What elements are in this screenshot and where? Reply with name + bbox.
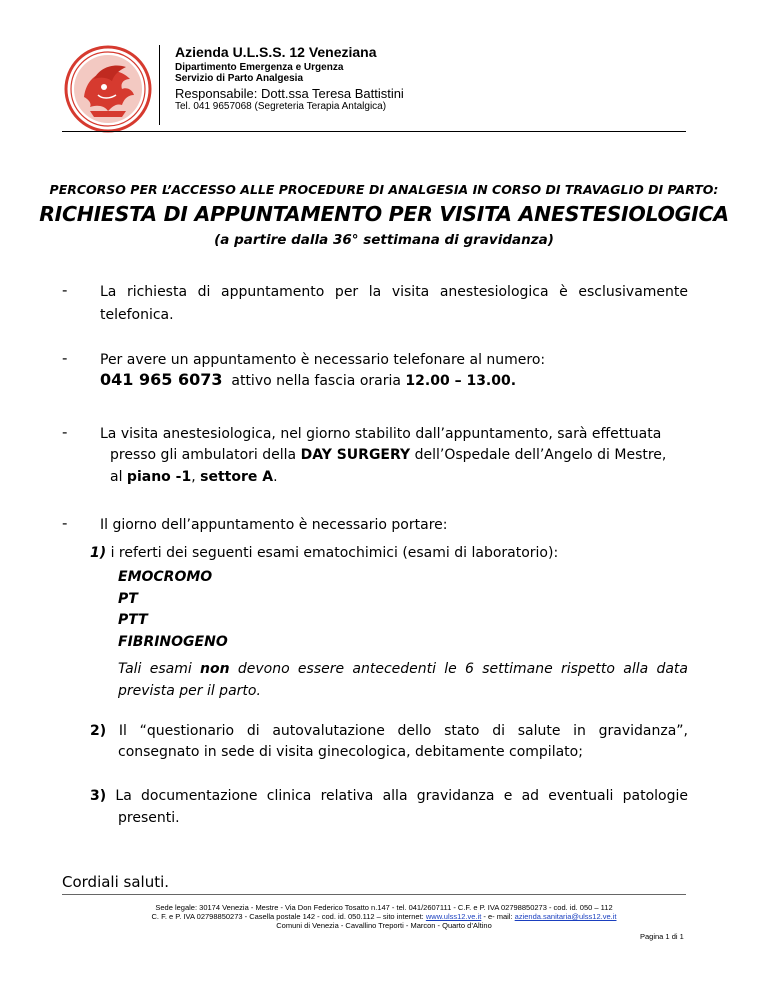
- exam-note-line-2: [118, 680, 261, 702]
- footer-line-2: [0, 912, 768, 921]
- footer-text: C. F. e P. IVA 02798850273 - Casella postale 142 - cod. id. 050.112 – sito internet:: [151, 912, 424, 921]
- bullet-2-line-2: [100, 370, 516, 392]
- item-number: 3): [90, 788, 107, 804]
- email-link[interactable]: azienda.sanitaria@ulss12.ve.it: [514, 912, 617, 921]
- floor-label: piano -1: [126, 469, 192, 485]
- note-emphasis: non: [200, 661, 230, 677]
- bullet-2-mid-text: attivo nella fascia oraria: [231, 373, 401, 389]
- organization-name: Azienda U.L.S.S. 12 Veneziana: [175, 44, 377, 60]
- page-number: Pagina 1 di 1: [640, 932, 684, 941]
- responsible-name: Responsabile: Dott.ssa Teresa Battistini: [175, 86, 404, 101]
- exam-item: EMOCROMO: [118, 569, 213, 585]
- list-item: [90, 720, 688, 742]
- note-text: .: [256, 683, 261, 699]
- bullet-dash: -: [62, 281, 68, 299]
- appointment-hours: 12.00 – 13.00.: [405, 373, 517, 389]
- header-divider: [159, 45, 160, 125]
- item-number: 2): [90, 723, 107, 739]
- note-text: prevista per il parto: [118, 683, 257, 699]
- header-rule: [62, 131, 686, 132]
- bullet-3-text: .: [273, 469, 278, 485]
- sector-label: settore A: [200, 469, 274, 485]
- winged-lion-seal-icon: [64, 45, 152, 133]
- bullet-3-text: al: [110, 469, 123, 485]
- footer-line-3: Comuni di Venezia - Cavallino Treporti - Marcon - Quarto d’Altino: [276, 921, 492, 930]
- bullet-4-line-1: Il giorno dell’appuntamento è necessario portare:: [100, 517, 448, 533]
- service-name: Servizio di Parto Analgesia: [175, 73, 304, 84]
- item-3-line-2: presenti.: [118, 810, 180, 826]
- page-subtitle: (a partire dalla 36° settimana di gravidanza): [214, 232, 554, 248]
- item-3-line-1: La documentazione clinica relativa alla gravidanza e ad eventuali patologie: [115, 788, 689, 804]
- item-number: 1): [90, 545, 107, 561]
- percorso-title: PERCORSO PER L’ACCESSO ALLE PROCEDURE DI ANALGESIA IN CORSO DI TRAVAGLIO DI PARTO:: [49, 182, 719, 197]
- bullet-3-text: presso gli ambulatori della: [110, 447, 297, 463]
- list-item: [90, 785, 688, 807]
- bullet-3-line-2: [110, 444, 666, 466]
- bullet-3-text: ,: [191, 469, 196, 485]
- appointment-phone-number: 041 965 6073: [100, 370, 223, 389]
- bullet-3-line-3: [110, 466, 278, 488]
- footer-line-1: Sede legale: 30174 Venezia - Mestre - Via Don Federico Tosatto n.147 - tel. 041/2607111 - C.F. e P. IVA 02798850273 - cod. id. 050 – 112: [155, 903, 613, 912]
- page-title: RICHIESTA DI APPUNTAMENTO PER VISITA ANESTESIOLOGICA: [39, 202, 729, 226]
- bullet-1-line-2: telefonica.: [100, 307, 174, 323]
- bullet-dash: -: [62, 514, 68, 532]
- bullet-1-line-1: La richiesta di appuntamento per la visita anestesiologica è esclusivamente: [100, 284, 688, 300]
- department-name: Dipartimento Emergenza e Urgenza: [175, 62, 344, 73]
- exam-item: FIBRINOGENO: [118, 634, 228, 650]
- item-2-line-2: consegnato in sede di visita ginecologica, debitamente compilato;: [118, 744, 583, 760]
- item-1-text: i referti dei seguenti esami ematochimici (esami di laboratorio):: [110, 545, 559, 561]
- footer-rule: [62, 894, 686, 895]
- list-item: [90, 542, 558, 564]
- note-text: Tali esami: [118, 661, 192, 677]
- closing-greeting: Cordiali saluti.: [62, 873, 170, 891]
- exam-item: PT: [118, 591, 138, 607]
- footer-text: - e- mail:: [483, 912, 513, 921]
- exam-note-line-1: [118, 658, 688, 680]
- note-text: devono essere antecedenti le 6 settimane rispetto alla data: [237, 661, 688, 677]
- header-phone: Tel. 041 9657068 (Segreteria Terapia Antalgica): [175, 101, 387, 112]
- day-surgery-label: DAY SURGERY: [300, 447, 411, 463]
- website-link[interactable]: www.ulss12.ve.it: [425, 912, 482, 921]
- bullet-2-line-1: Per avere un appuntamento è necessario telefonare al numero:: [100, 352, 546, 368]
- bullet-3-text: dell’Ospedale dell’Angelo di Mestre,: [414, 447, 667, 463]
- bullet-dash: -: [62, 349, 68, 367]
- item-2-line-1: Il “questionario di autovalutazione dello stato di salute in gravidanza”,: [118, 723, 688, 739]
- bullet-dash: -: [62, 423, 68, 441]
- bullet-3-line-1: La visita anestesiologica, nel giorno stabilito dall’appuntamento, sarà effettuata: [100, 426, 662, 442]
- exam-item: PTT: [118, 612, 148, 628]
